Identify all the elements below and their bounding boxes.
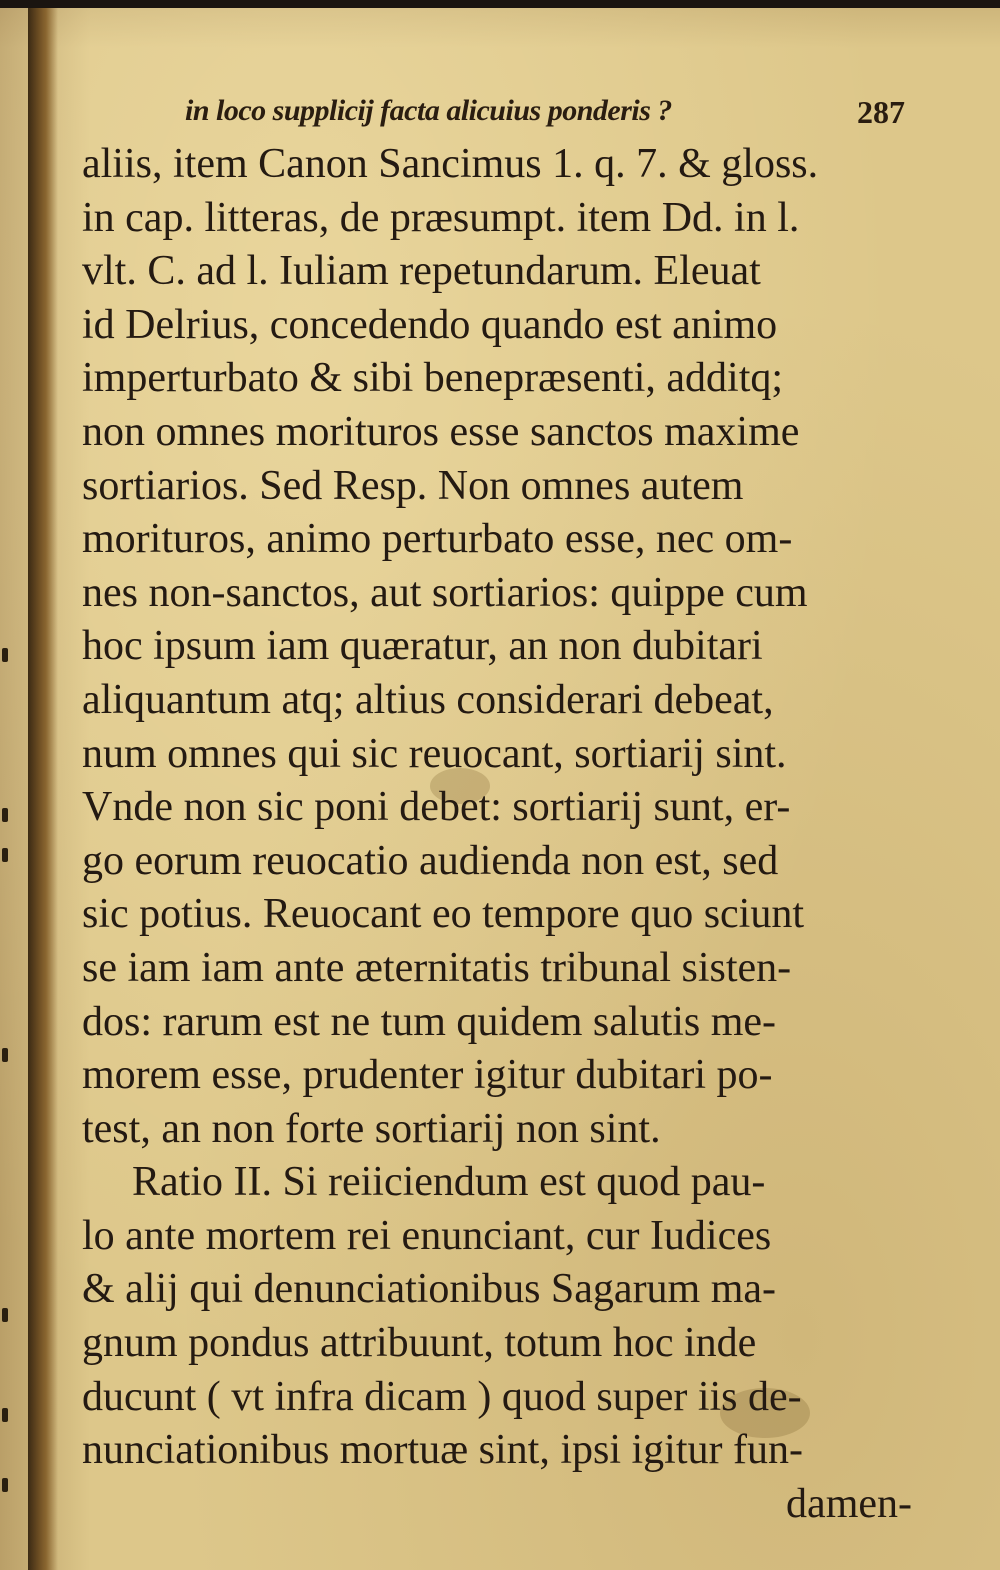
text-line: aliquantum atq; altius considerari debeat, [82, 676, 774, 723]
text-line: id Delrius, concedendo quando est animo [82, 301, 778, 348]
text-line: sic potius. Reuocant eo tempore quo sciunt [82, 891, 805, 938]
running-head: in loco supplicij facta alicuius ponderis ? [185, 94, 672, 127]
text-line: hoc ipsum iam quæratur, an non dubitari [82, 623, 763, 670]
text-line: imperturbato & sibi benepræsenti, additq; [82, 355, 784, 402]
text-line: se iam iam ante æternitatis tribunal sisten- [82, 944, 792, 991]
edge-mark [2, 1308, 8, 1322]
text-line: nunciationibus mortuæ sint, ipsi igitur fun- [82, 1427, 803, 1474]
book-page [0, 8, 1000, 1570]
page-gutter [28, 8, 58, 1570]
text-line: & alij qui denunciationibus Sagarum ma- [82, 1266, 777, 1313]
page-edge-marks [0, 8, 12, 1570]
text-line: lo ante mortem rei enunciant, cur Iudices [82, 1212, 772, 1259]
text-line: in cap. litteras, de præsumpt. item Dd. in l. [82, 194, 800, 241]
edge-mark [2, 808, 8, 822]
text-line: ducunt ( vt infra dicam ) quod super iis de- [82, 1373, 802, 1420]
text-line: go eorum reuocatio audienda non est, sed [82, 837, 779, 884]
text-line: vlt. C. ad l. Iuliam repetundarum. Eleuat [82, 248, 761, 295]
text-line: gnum pondus attribuunt, totum hoc inde [82, 1320, 757, 1367]
text-line: aliis, item Canon Sancimus 1. q. 7. & gloss. [82, 141, 819, 187]
text-line: Ratio II. Si reiiciendum est quod pau- [132, 1159, 766, 1206]
edge-mark [2, 1408, 8, 1422]
text-line: nes non-sanctos, aut sortiarios: quippe cum [82, 569, 808, 616]
edge-mark [2, 1048, 8, 1062]
text-line: Vnde non sic poni debet: sortiarij sunt, er- [82, 784, 791, 831]
text-line: dos: rarum est ne tum quidem salutis me- [82, 998, 777, 1045]
edge-mark [2, 848, 8, 862]
edge-mark [2, 648, 8, 662]
text-line: non omnes morituros esse sanctos maxime [82, 408, 800, 455]
body-text [82, 138, 912, 1531]
text-line: num omnes qui sic reuocant, sortiarij sint. [82, 730, 787, 777]
page-header [185, 86, 905, 136]
catchword: damen- [786, 1480, 912, 1527]
page-number: 287 [857, 94, 905, 130]
edge-mark [2, 1478, 8, 1492]
text-line: sortiarios. Sed Resp. Non omnes autem [82, 462, 744, 509]
text-line: test, an non forte sortiarij non sint. [82, 1105, 661, 1152]
text-line: morituros, animo perturbato esse, nec om- [82, 516, 793, 563]
text-line: morem esse, prudenter igitur dubitari po- [82, 1052, 773, 1099]
